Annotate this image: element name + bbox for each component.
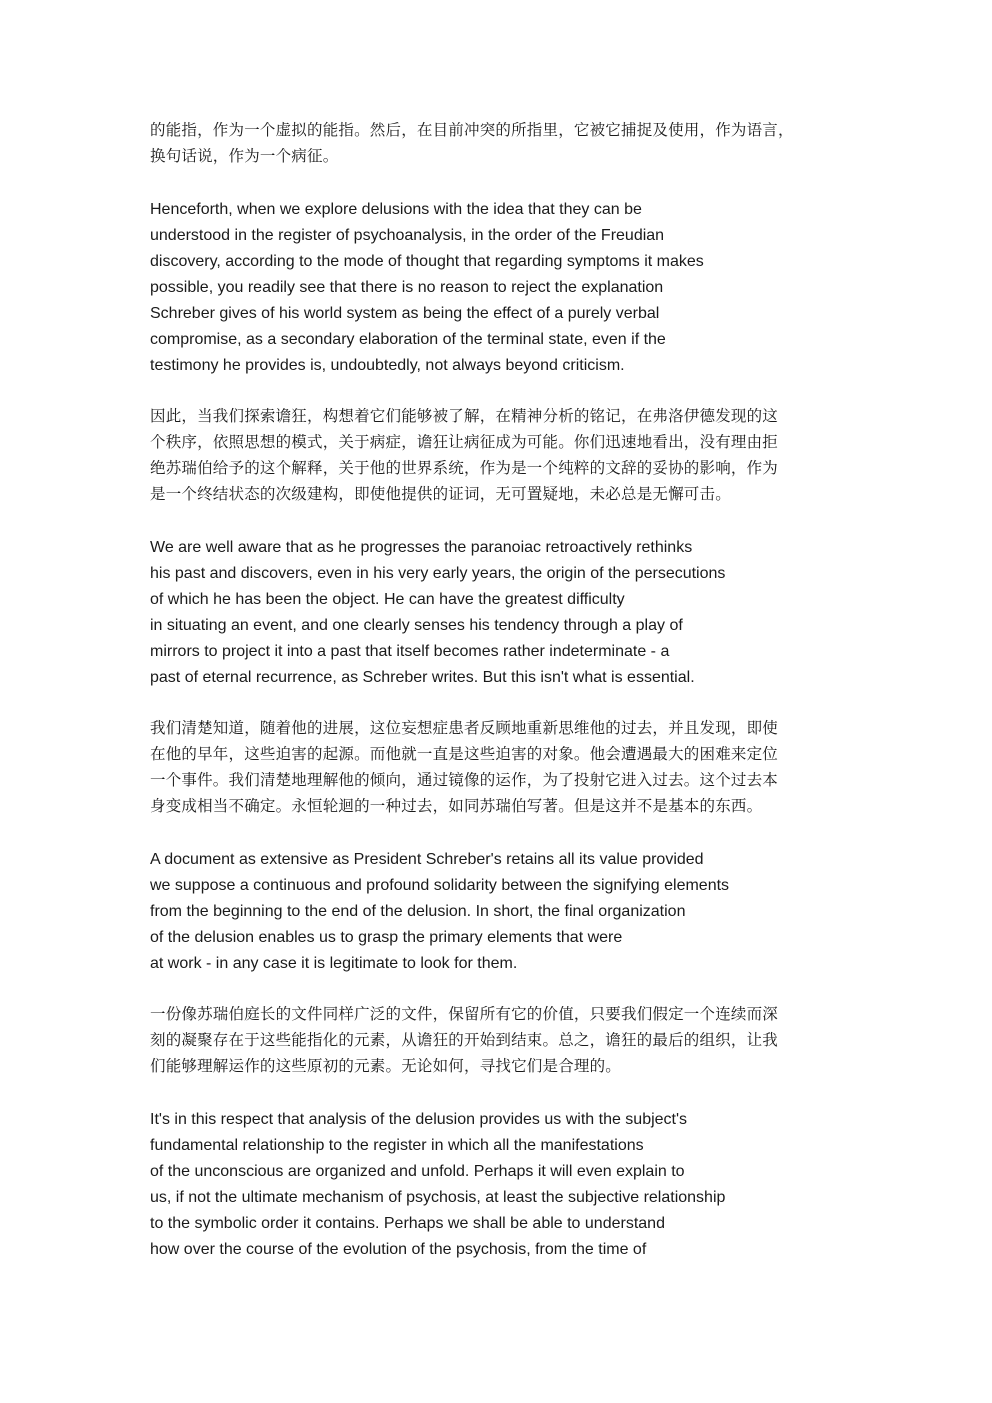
text-line: we suppose a continuous and profound solidarity between the signifying elements <box>150 877 730 894</box>
text-line: 们能够理解运作的这些原初的元素。无论如何，寻找它们是合理的。 <box>150 1057 622 1075</box>
text-line: 我们清楚知道，随着他的进展，这位妄想症患者反顾地重新思维他的过去，并且发现，即使 <box>150 719 779 737</box>
text-line: Henceforth, when we explore delusions with the idea that they can be <box>150 201 642 218</box>
paragraph-zh-4 <box>150 1001 850 1079</box>
text-line: at work - in any case it is legitimate to look for them. <box>150 955 518 972</box>
paragraph-zh-3 <box>150 715 850 819</box>
paragraph-en-1 <box>150 197 850 379</box>
text-line: possible, you readily see that there is no reason to reject the explanation <box>150 279 664 296</box>
text-line: 的能指，作为一个虚拟的能指。然后，在目前冲突的所指里，它被它捕捉及使用，作为语言， <box>150 121 794 139</box>
text-line: Schreber gives of his world system as being the effect of a purely verbal <box>150 305 660 322</box>
text-line: A document as extensive as President Schreber's retains all its value provided <box>150 851 704 868</box>
paragraph-en-2 <box>150 535 850 691</box>
text-line: 因此，当我们探索谵狂，构想着它们能够被了解，在精神分析的铭记，在弗洛伊德发现的这 <box>150 407 779 425</box>
text-line: to the symbolic order it contains. Perhaps we shall be able to understand <box>150 1215 665 1232</box>
text-line: past of eternal recurrence, as Schreber writes. But this isn't what is essential. <box>150 669 695 686</box>
text-line: from the beginning to the end of the delusion. In short, the final organization <box>150 903 686 920</box>
paragraph-en-3 <box>150 847 850 977</box>
paragraph-zh-2 <box>150 403 850 507</box>
text-line: of which he has been the object. He can have the greatest difficulty <box>150 591 625 608</box>
text-line: It's in this respect that analysis of the delusion provides us with the subject's <box>150 1111 688 1128</box>
text-line: his past and discovers, even in his very early years, the origin of the persecutions <box>150 565 726 582</box>
text-line: of the delusion enables us to grasp the primary elements that were <box>150 929 623 946</box>
text-line: 刻的凝聚存在于这些能指化的元素，从谵狂的开始到结束。总之，谵狂的最后的组织，让我 <box>150 1031 779 1049</box>
text-line: fundamental relationship to the register in which all the manifestations <box>150 1137 644 1154</box>
text-line: discovery, according to the mode of thought that regarding symptoms it makes <box>150 253 704 270</box>
paragraph-zh-1 <box>150 117 850 169</box>
text-line: 绝苏瑞伯给予的这个解释，关于他的世界系统，作为是一个纯粹的文辞的妥协的影响，作为 <box>150 459 779 477</box>
text-line: compromise, as a secondary elaboration of the terminal state, even if the <box>150 331 666 348</box>
text-line: 身变成相当不确定。永恒轮迴的一种过去，如同苏瑞伯写著。但是这并不是基本的东西。 <box>150 797 763 815</box>
text-line: 一个事件。我们清楚地理解他的倾向，通过镜像的运作，为了投射它进入过去。这个过去本 <box>150 771 779 789</box>
document-page <box>150 117 850 1263</box>
text-line: 在他的早年，这些迫害的起源。而他就一直是这些迫害的对象。他会遭遇最大的困难来定位 <box>150 745 779 763</box>
paragraph-en-4 <box>150 1107 850 1263</box>
text-line: testimony he provides is, undoubtedly, not always beyond criticism. <box>150 357 625 374</box>
text-line: mirrors to project it into a past that itself becomes rather indeterminate - a <box>150 643 670 660</box>
text-line: 换句话说，作为一个病征。 <box>150 147 339 165</box>
text-line: how over the course of the evolution of the psychosis, from the time of <box>150 1241 647 1258</box>
text-line: 一份像苏瑞伯庭长的文件同样广泛的文件，保留所有它的价值，只要我们假定一个连续而深 <box>150 1005 779 1023</box>
text-line: us, if not the ultimate mechanism of psychosis, at least the subjective relationship <box>150 1189 726 1206</box>
text-line: of the unconscious are organized and unfold. Perhaps it will even explain to <box>150 1163 685 1180</box>
text-line: in situating an event, and one clearly senses his tendency through a play of <box>150 617 683 634</box>
text-line: 个秩序，依照思想的模式，关于病症，谵狂让病征成为可能。你们迅速地看出，没有理由拒 <box>150 433 779 451</box>
text-line: 是一个终结状态的次级建构，即使他提供的证词，无可置疑地，未必总是无懈可击。 <box>150 485 731 503</box>
text-line: We are well aware that as he progresses the paranoiac retroactively rethinks <box>150 539 693 556</box>
text-line: understood in the register of psychoanalysis, in the order of the Freudian <box>150 227 665 244</box>
